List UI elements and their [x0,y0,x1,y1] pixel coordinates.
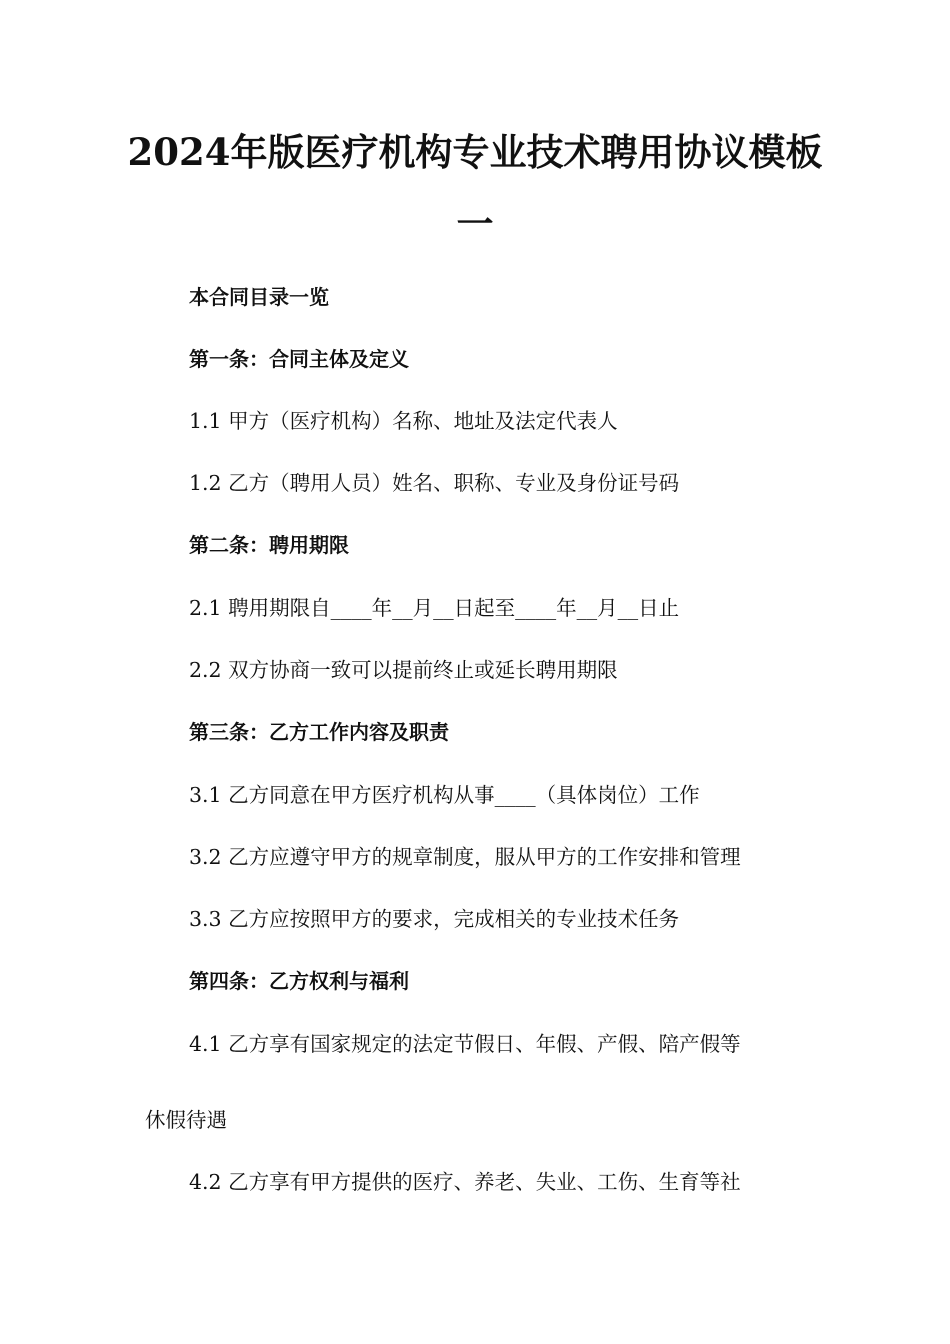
clause-2-1: 2.1 聘用期限自____年__月__日起至____年__月__日止 [189,596,680,620]
toc-heading: 本合同目录一览 [189,285,329,309]
clause-3-1: 3.1 乙方同意在甲方医疗机构从事____（具体岗位）工作 [189,783,700,807]
article-4-heading: 第四条：乙方权利与福利 [189,969,409,993]
clause-4-2: 4.2 乙方享有甲方提供的医疗、养老、失业、工伤、生育等社 [189,1170,741,1194]
document-title: 2024年版医疗机构专业技术聘用协议模板 [127,130,823,174]
clause-1-1: 1.1 甲方（医疗机构）名称、地址及法定代表人 [189,409,618,433]
article-3-heading: 第三条：乙方工作内容及职责 [189,720,449,744]
article-2-heading: 第二条：聘用期限 [189,533,349,557]
document-title-continued: 一 [456,202,494,246]
clause-1-2: 1.2 乙方（聘用人员）姓名、职称、专业及身份证号码 [189,471,680,495]
article-1-heading: 第一条：合同主体及定义 [189,347,409,371]
clause-2-2: 2.2 双方协商一致可以提前终止或延长聘用期限 [189,658,618,682]
clause-4-1-continued: 休假待遇 [145,1108,227,1132]
clause-3-2: 3.2 乙方应遵守甲方的规章制度，服从甲方的工作安排和管理 [189,845,741,869]
clause-3-3: 3.3 乙方应按照甲方的要求，完成相关的专业技术任务 [189,907,680,931]
clause-4-1: 4.1 乙方享有国家规定的法定节假日、年假、产假、陪产假等 [189,1032,741,1056]
